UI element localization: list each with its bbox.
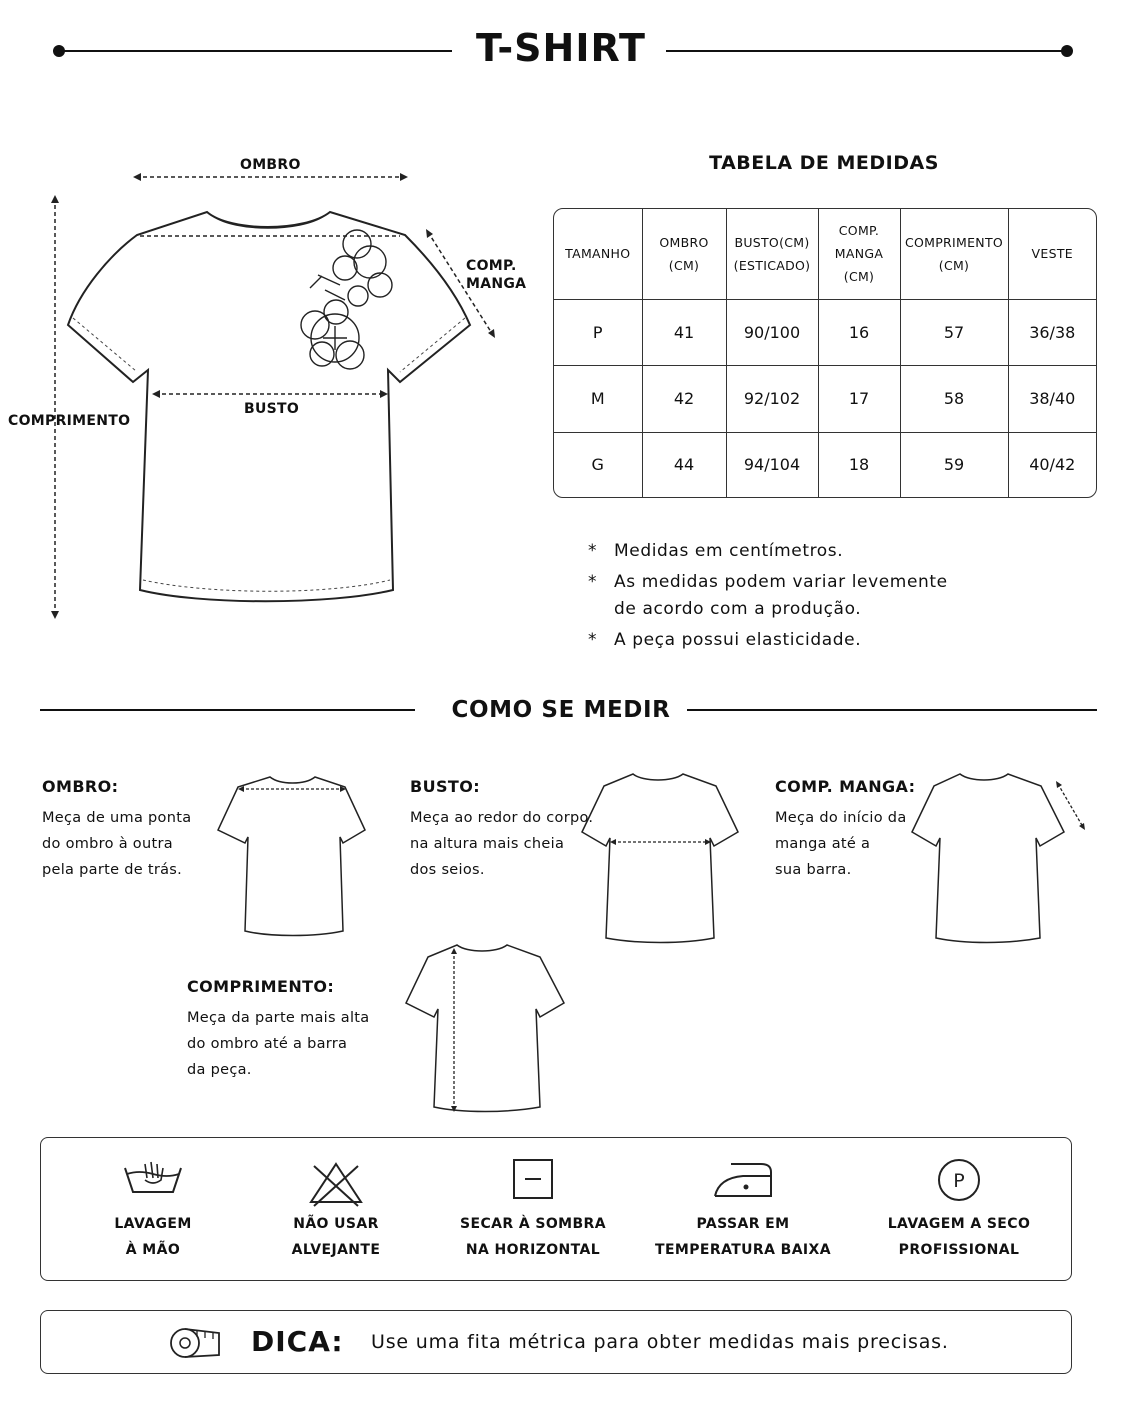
header-right-rule [666, 50, 1066, 52]
tshirt-diagram [0, 0, 560, 640]
sleeve-label-line1: COMP. [466, 258, 517, 274]
sleeve-label-line2: MANGA [466, 276, 527, 292]
no-bleach-icon [236, 1158, 436, 1208]
table-cell: 41 [642, 299, 726, 366]
table-cell: 58 [900, 366, 1008, 433]
how-text: dos seios. [410, 862, 485, 878]
care-label: PROFISSIONAL [898, 1242, 1020, 1258]
header-text: (CM) [843, 269, 875, 285]
table-cell: 40/42 [1008, 432, 1096, 497]
care-label: TEMPERATURA BAIXA [655, 1242, 831, 1258]
header-text: BUSTO(CM) [734, 234, 810, 250]
header-text: OMBRO [659, 234, 709, 250]
how-bust [410, 777, 593, 883]
table-cell: M [554, 366, 642, 433]
how-text: da peça. [187, 1062, 252, 1078]
table-header [726, 209, 818, 299]
iron-low-icon [643, 1158, 843, 1208]
care-label: LAVAGEM A SECO [887, 1216, 1031, 1232]
how-text: Meça do início da [775, 810, 907, 826]
note-item [588, 627, 1008, 654]
note-bullet: * [588, 572, 598, 592]
note-text: de acordo com a produção. [614, 599, 862, 619]
sleeve-mini-shirt [908, 772, 1088, 944]
table-row [554, 366, 1096, 433]
measuring-tape-icon [167, 1325, 223, 1361]
section-right-rule [687, 709, 1097, 711]
how-text: pela parte de trás. [42, 862, 183, 878]
table-header [818, 209, 900, 299]
how-text: sua barra. [775, 862, 852, 878]
table-cell: G [554, 432, 642, 497]
length-label: COMPRIMENTO [8, 413, 131, 429]
size-table-title: TABELA DE MEDIDAS [709, 152, 939, 174]
care-label: ALVEJANTE [291, 1242, 381, 1258]
table-cell: 44 [642, 432, 726, 497]
size-table [553, 208, 1097, 498]
table-cell: 38/40 [1008, 366, 1096, 433]
note-item [588, 538, 1008, 565]
how-text: do ombro à outra [42, 836, 173, 852]
table-cell: 90/100 [726, 299, 818, 366]
how-shoulder [42, 777, 191, 883]
header-text: (CM) [668, 257, 700, 273]
how-text: do ombro até a barra [187, 1036, 348, 1052]
table-cell: 59 [900, 432, 1008, 497]
notes-list [588, 538, 1008, 658]
length-mini-shirt [402, 943, 567, 1115]
header-text: TAMANHO [565, 246, 631, 262]
dry-clean-p-icon [859, 1158, 1059, 1208]
note-text: Medidas em centímetros. [614, 541, 844, 561]
tip-text: Use uma fita métrica para obter medidas mais precisas. [371, 1331, 949, 1353]
table-cell: 92/102 [726, 366, 818, 433]
hand-wash-icon [53, 1158, 253, 1208]
how-shoulder-title: OMBRO: [42, 777, 119, 796]
table-header [642, 209, 726, 299]
how-text: na altura mais cheia [410, 836, 565, 852]
table-cell: 16 [818, 299, 900, 366]
header-text: COMP. [838, 223, 880, 239]
how-sleeve-title: COMP. MANGA: [775, 777, 916, 796]
how-text: Meça da parte mais alta [187, 1010, 370, 1026]
care-instructions [40, 1137, 1072, 1281]
size-table-header-row [554, 209, 1096, 299]
header-text: VESTE [1031, 246, 1073, 262]
care-label: À MÃO [125, 1242, 181, 1258]
table-row [554, 299, 1096, 366]
table-header [1008, 209, 1096, 299]
table-cell: 18 [818, 432, 900, 497]
care-label: LAVAGEM [114, 1216, 192, 1232]
bust-label: BUSTO [244, 401, 300, 417]
note-bullet: * [588, 630, 598, 650]
header-text: COMPRIMENTO [904, 234, 1004, 250]
header-right-dot [1061, 45, 1073, 57]
bust-mini-shirt [578, 772, 743, 944]
how-length [187, 977, 369, 1083]
how-to-measure-title: COMO SE MEDIR [451, 697, 671, 723]
care-label: PASSAR EM [696, 1216, 790, 1232]
care-label: SECAR À SOMBRA [460, 1216, 606, 1232]
page-title: T-SHIRT [476, 26, 646, 70]
dry-clean-symbol: P [953, 1170, 965, 1192]
note-item [588, 569, 1008, 623]
care-label: NÃO USAR [293, 1216, 379, 1232]
how-text: Meça de uma ponta [42, 810, 192, 826]
how-text: manga até a [775, 836, 871, 852]
note-text: A peça possui elasticidade. [614, 630, 862, 650]
care-label: NA HORIZONTAL [465, 1242, 601, 1258]
table-cell: 17 [818, 366, 900, 433]
shoulder-label: OMBRO [240, 157, 301, 173]
table-row [554, 432, 1096, 497]
table-header [554, 209, 642, 299]
header-text: (ESTICADO) [733, 257, 811, 273]
dry-flat-shade-icon [433, 1158, 633, 1208]
table-cell: 57 [900, 299, 1008, 366]
table-header [900, 209, 1008, 299]
header-text: MANGA [834, 246, 884, 262]
tip-label: DICA: [251, 1325, 344, 1358]
how-sleeve [775, 777, 915, 883]
tip-box [40, 1310, 1072, 1374]
table-cell: 36/38 [1008, 299, 1096, 366]
note-bullet: * [588, 541, 598, 561]
how-length-title: COMPRIMENTO: [187, 977, 335, 996]
shoulder-mini-shirt [215, 775, 370, 935]
how-bust-title: BUSTO: [410, 777, 481, 796]
how-text: Meça ao redor do corpo. [410, 810, 594, 826]
table-cell: P [554, 299, 642, 366]
note-text: As medidas podem variar levemente [614, 572, 948, 592]
header-text: (CM) [938, 257, 970, 273]
table-cell: 94/104 [726, 432, 818, 497]
table-cell: 42 [642, 366, 726, 433]
